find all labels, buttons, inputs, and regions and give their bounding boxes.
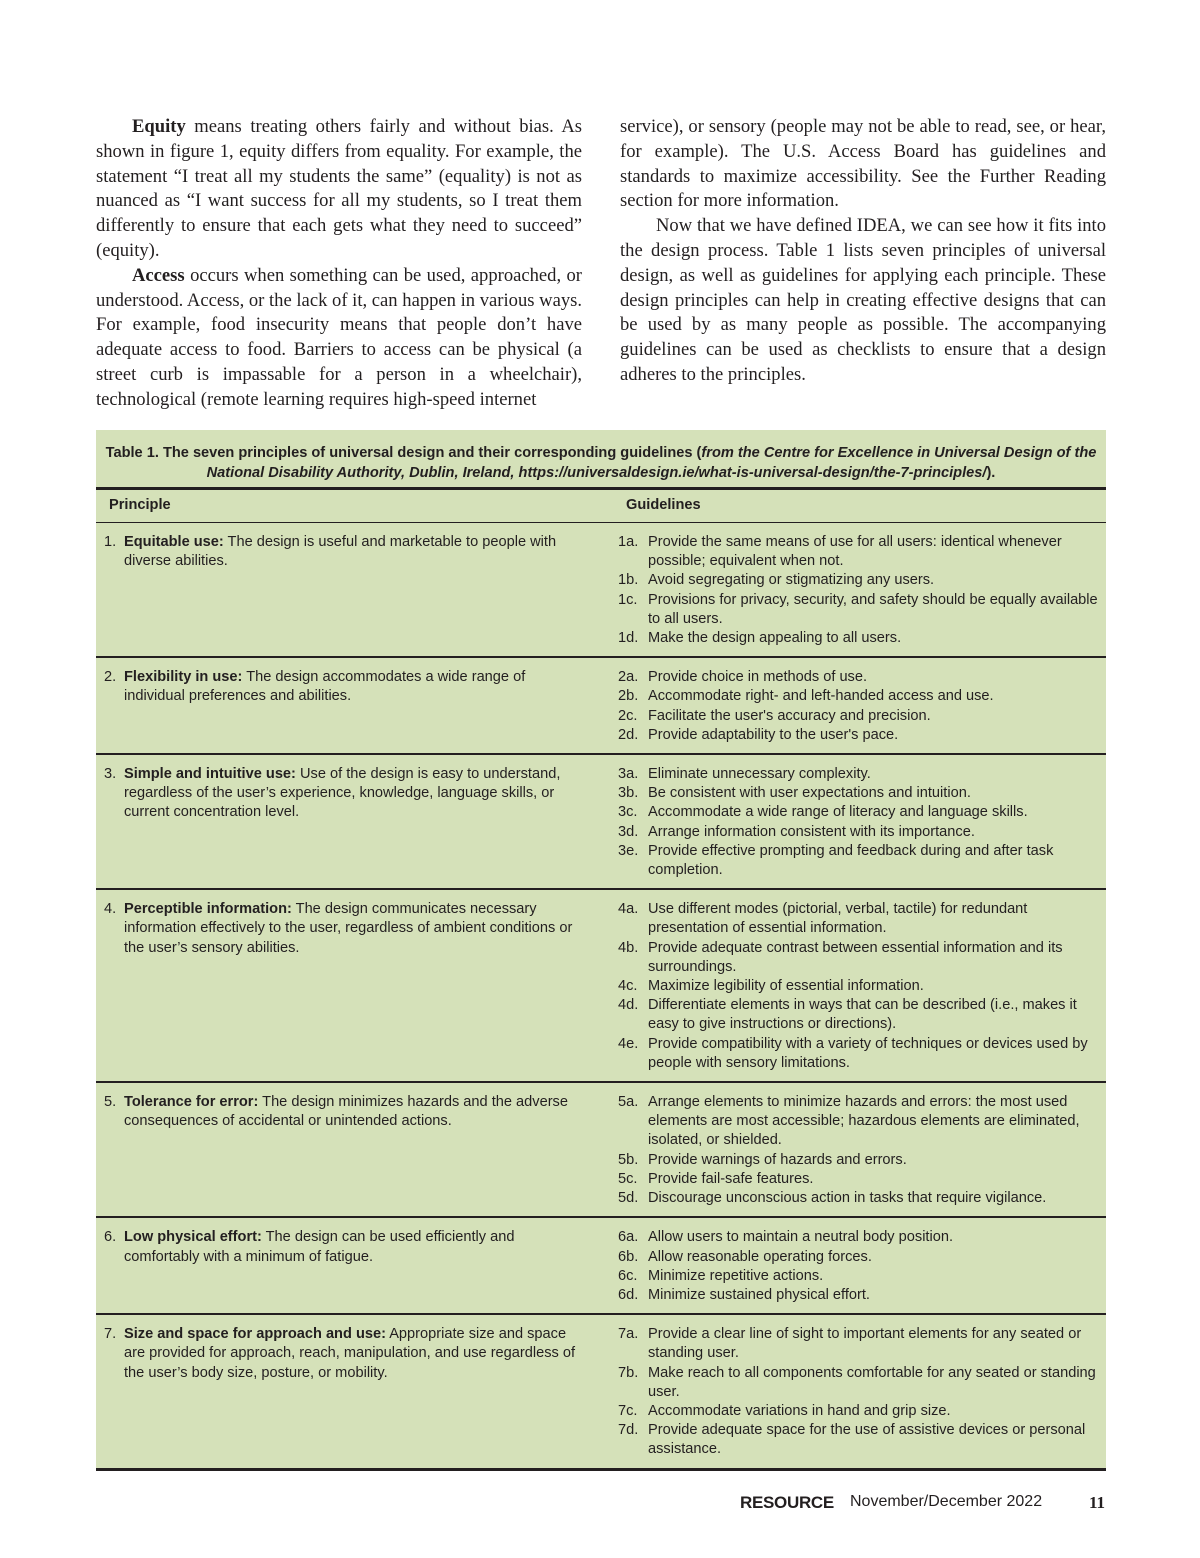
principle-description: The design minimizes hazards and the adverse consequences of accidental or unintended actions. <box>124 1094 568 1130</box>
principle-name: Perceptible information: <box>124 901 292 918</box>
table-header <box>96 490 1106 523</box>
guideline-item <box>618 726 1106 745</box>
guideline-text: Use different modes (pictorial, verbal, tactile) for redundant presentation of essential information. <box>648 901 1028 937</box>
guideline-item <box>618 1151 1106 1170</box>
guideline-id: 5c. <box>618 1170 638 1187</box>
universal-design-table <box>96 430 1106 1471</box>
guideline-text: Provide adequate contrast between essential information and its surroundings. <box>648 939 1063 975</box>
guideline-id: 4e. <box>618 1035 639 1052</box>
guideline-text: Provide compatibility with a variety of techniques or devices used by people with sensory limitations. <box>648 1035 1088 1071</box>
guideline-text: Facilitate the user's accuracy and precision. <box>648 707 931 724</box>
guideline-text: Provide effective prompting and feedback during and after task completion. <box>648 842 1054 879</box>
guideline-item <box>618 939 1106 977</box>
guideline-text: Avoid segregating or stigmatizing any users. <box>648 572 935 589</box>
guideline-text: Differentiate elements in ways that can be described (i.e., makes it easy to give instructions or directions). <box>648 997 1077 1033</box>
principle-cell <box>96 765 618 880</box>
guideline-id: 2b. <box>618 688 639 705</box>
guideline-text: Be consistent with user expectations and intuition. <box>648 785 971 802</box>
guideline-text: Discourage unconscious action in tasks that require vigilance. <box>648 1190 1047 1207</box>
access-paragraph <box>96 264 582 413</box>
guideline-item <box>618 1170 1106 1189</box>
guideline-id: 6b. <box>618 1248 639 1265</box>
guideline-id: 7c. <box>618 1402 638 1419</box>
principle-description: The design can be used efficiently and comfortably with a minimum of fatigue. <box>124 1229 515 1265</box>
equity-paragraph <box>96 115 582 264</box>
guideline-item <box>618 629 1106 648</box>
guideline-item <box>618 687 1106 706</box>
guideline-text: Make the design appealing to all users. <box>648 630 902 647</box>
idea-paragraph: Now that we have defined IDEA, we can see how it fits into the design process. Table 1 lists seven principles of universal design, as well as guidelines for applying each principle. These design principles can help in creating effective designs that can be used by as many people as possible. The accompanying guidelines can be used as checklists to ensure that a design adheres to the principles. <box>620 215 1106 385</box>
caption-source: from the Centre for Excellence in Universal Design of the National Disability Authority, Dublin, Ireland, https://universaldesign.ie/what-is-universal-design/the-7-principles/ <box>206 445 1097 481</box>
principle-cell <box>96 533 618 648</box>
principle-number: 3. <box>104 766 117 783</box>
access-continued: service), or sensory (people may not be able to read, see, or hear, for example). The U.S. Access Board has guidelines and standards to maximize accessibility. See the Further Reading section for more information. <box>620 116 1106 212</box>
principle-name: Flexibility in use: <box>124 669 243 686</box>
guidelines-cell <box>618 900 1106 1073</box>
guideline-item <box>618 1286 1106 1305</box>
guideline-item <box>618 784 1106 803</box>
guideline-item <box>618 1325 1106 1363</box>
guideline-text: Accommodate right- and left-handed access and use. <box>648 688 994 705</box>
table-row <box>96 755 1106 890</box>
principle-description: Appropriate size and space are provided for approach, reach, manipulation, and use regardless of the user’s body size, posture, or mobility. <box>124 1326 576 1381</box>
table-row <box>96 890 1106 1083</box>
principle-text <box>124 900 586 1073</box>
guideline-text: Make reach to all components comfortable for any seated or standing user. <box>648 1364 1096 1400</box>
principle-number: 5. <box>104 1094 117 1111</box>
guideline-text: Minimize repetitive actions. <box>648 1267 824 1284</box>
guideline-item <box>618 1421 1106 1459</box>
guideline-item <box>618 533 1106 571</box>
principle-cell <box>96 900 618 1073</box>
principle-text <box>124 1228 586 1305</box>
magazine-name: RESOURCE <box>740 1493 834 1512</box>
guideline-id: 3c. <box>618 804 638 821</box>
guideline-id: 4d. <box>618 997 639 1014</box>
issue-date: November/December 2022 <box>850 1493 1043 1510</box>
guideline-id: 5b. <box>618 1151 639 1168</box>
guideline-text: Provide warnings of hazards and errors. <box>648 1151 907 1168</box>
guideline-item <box>618 1402 1106 1421</box>
guideline-item <box>618 823 1106 842</box>
principle-text <box>124 765 586 880</box>
guideline-id: 2c. <box>618 707 638 724</box>
equity-term: Equity <box>132 116 186 137</box>
caption-lead: Table 1. The seven principles of universal design and their corresponding guidelines ( <box>105 445 702 461</box>
guideline-id: 7d. <box>618 1422 639 1439</box>
guideline-id: 3b. <box>618 785 639 802</box>
guideline-item <box>618 1364 1106 1402</box>
principle-number: 6. <box>104 1229 117 1246</box>
principle-name: Equitable use: <box>124 534 224 550</box>
guideline-text: Provide fail-safe features. <box>648 1170 814 1187</box>
guideline-id: 4c. <box>618 978 638 995</box>
guideline-id: 2d. <box>618 726 639 743</box>
table-row <box>96 523 1106 658</box>
principle-number: 1. <box>104 534 117 550</box>
guideline-id: 4b. <box>618 939 639 956</box>
guideline-id: 7b. <box>618 1364 639 1381</box>
principle-cell <box>96 1228 618 1305</box>
principle-description: The design accommodates a wide range of individual preferences and abilities. <box>124 669 526 705</box>
guideline-id: 1b. <box>618 572 639 589</box>
principle-cell <box>96 1093 618 1208</box>
table-row <box>96 658 1106 755</box>
article-body <box>96 115 1106 413</box>
header-principle: Principle <box>109 497 171 514</box>
guideline-text: Provide adaptability to the user's pace. <box>648 726 899 743</box>
guideline-id: 7a. <box>618 1326 639 1343</box>
principle-description: The design communicates necessary information effectively to the user, regardless of ambient conditions or the user’s sensory abilities. <box>124 901 573 956</box>
guideline-item <box>618 1093 1106 1151</box>
principle-text <box>124 1325 586 1459</box>
guidelines-cell <box>618 1228 1106 1305</box>
principle-name: Tolerance for error: <box>124 1094 259 1111</box>
guideline-item <box>618 803 1106 822</box>
guideline-text: Maximize legibility of essential information. <box>648 978 924 995</box>
principle-number: 2. <box>104 669 117 686</box>
guideline-item <box>618 1267 1106 1286</box>
equity-text: means treating others fairly and without bias. As shown in figure 1, equity differs from equality. For example, the statement “I treat all my students the same” (equality) is not as nuanced as “I want success for all my students, so I treat them differently to ensure that each gets what they need to succeed” (equity). <box>96 116 582 261</box>
column-left <box>96 115 582 413</box>
guideline-id: 3a. <box>618 766 639 783</box>
guideline-item <box>618 900 1106 938</box>
guideline-item <box>618 668 1106 687</box>
guideline-item <box>618 1248 1106 1267</box>
table-row <box>96 1315 1106 1467</box>
header-guidelines: Guidelines <box>626 497 701 514</box>
guideline-id: 2a. <box>618 669 639 686</box>
guideline-text: Arrange elements to minimize hazards and errors: the most used elements are most accessible; hazardous elements are eliminated, isolated, or shielded. <box>648 1094 1080 1149</box>
principle-number: 7. <box>104 1326 117 1343</box>
principle-name: Low physical effort: <box>124 1229 262 1246</box>
guidelines-cell <box>618 668 1106 745</box>
guideline-text: Provide adequate space for the use of assistive devices or personal assistance. <box>648 1422 1086 1458</box>
principle-name: Size and space for approach and use: <box>124 1326 386 1343</box>
guideline-id: 1d. <box>618 630 639 647</box>
page-number: 11 <box>1088 1493 1105 1512</box>
guideline-text: Provide the same means of use for all users: identical whenever possible; equivalent when not. <box>648 534 1062 570</box>
guideline-item <box>618 1189 1106 1208</box>
guideline-text: Provide a clear line of sight to important elements for any seated or standing user. <box>648 1326 1082 1362</box>
guideline-id: 6c. <box>618 1267 638 1284</box>
page-footer <box>740 1493 1105 1517</box>
guideline-id: 3d. <box>618 823 639 840</box>
guidelines-cell <box>618 1093 1106 1208</box>
guidelines-cell <box>618 1325 1106 1459</box>
principle-description: Use of the design is easy to understand, regardless of the user’s experience, knowledge, language skills, or current concentration level. <box>124 766 561 821</box>
guideline-text: Arrange information consistent with its importance. <box>648 823 975 840</box>
guideline-id: 6d. <box>618 1286 639 1303</box>
principle-number: 4. <box>104 901 117 918</box>
guideline-text: Provisions for privacy, security, and safety should be equally available to all users. <box>648 591 1098 627</box>
guideline-item <box>618 842 1106 880</box>
guideline-text: Minimize sustained physical effort. <box>648 1286 870 1303</box>
column-right <box>620 115 1106 413</box>
guideline-item <box>618 571 1106 590</box>
principle-name: Simple and intuitive use: <box>124 766 296 783</box>
guideline-id: 3e. <box>618 842 639 859</box>
principle-text <box>124 668 586 745</box>
principle-text <box>124 533 586 648</box>
principle-cell <box>96 1325 618 1459</box>
principle-cell <box>96 668 618 745</box>
guideline-id: 1a. <box>618 534 639 550</box>
guideline-item <box>618 1035 1106 1073</box>
guideline-id: 6a. <box>618 1229 639 1246</box>
table-row <box>96 1218 1106 1315</box>
guideline-item <box>618 977 1106 996</box>
guidelines-cell <box>618 533 1106 648</box>
guidelines-cell <box>618 765 1106 880</box>
guideline-item <box>618 707 1106 726</box>
guideline-id: 4a. <box>618 901 639 918</box>
guideline-item <box>618 591 1106 629</box>
guideline-text: Accommodate a wide range of literacy and language skills. <box>648 804 1028 821</box>
table-caption <box>96 430 1106 490</box>
guideline-item <box>618 996 1106 1034</box>
principle-text <box>124 1093 586 1208</box>
guideline-id: 5d. <box>618 1190 639 1207</box>
access-term: Access <box>132 264 185 286</box>
guideline-text: Provide choice in methods of use. <box>648 669 868 686</box>
guideline-text: Allow reasonable operating forces. <box>648 1248 872 1265</box>
guideline-item <box>618 765 1106 784</box>
guideline-id: 1c. <box>618 591 638 608</box>
table-row <box>96 1083 1106 1218</box>
caption-tail: ). <box>986 465 996 481</box>
guideline-text: Accommodate variations in hand and grip size. <box>648 1402 951 1419</box>
guideline-text: Eliminate unnecessary complexity. <box>648 766 871 783</box>
guideline-item <box>618 1228 1106 1247</box>
guideline-text: Allow users to maintain a neutral body position. <box>648 1229 954 1246</box>
table-body <box>96 523 1106 1468</box>
principle-description: The design is useful and marketable to people with diverse abilities. <box>124 534 557 570</box>
access-text: occurs when something can be used, approached, or understood. Access, or the lack of it, can happen in various ways. For example, food insecurity means that people don’t have adequate access to food. Barriers to access can be physical (a street curb is impassable for a person in a wheelchair), technological (remote learning requires high-speed internet <box>96 264 582 410</box>
guideline-id: 5a. <box>618 1094 639 1111</box>
